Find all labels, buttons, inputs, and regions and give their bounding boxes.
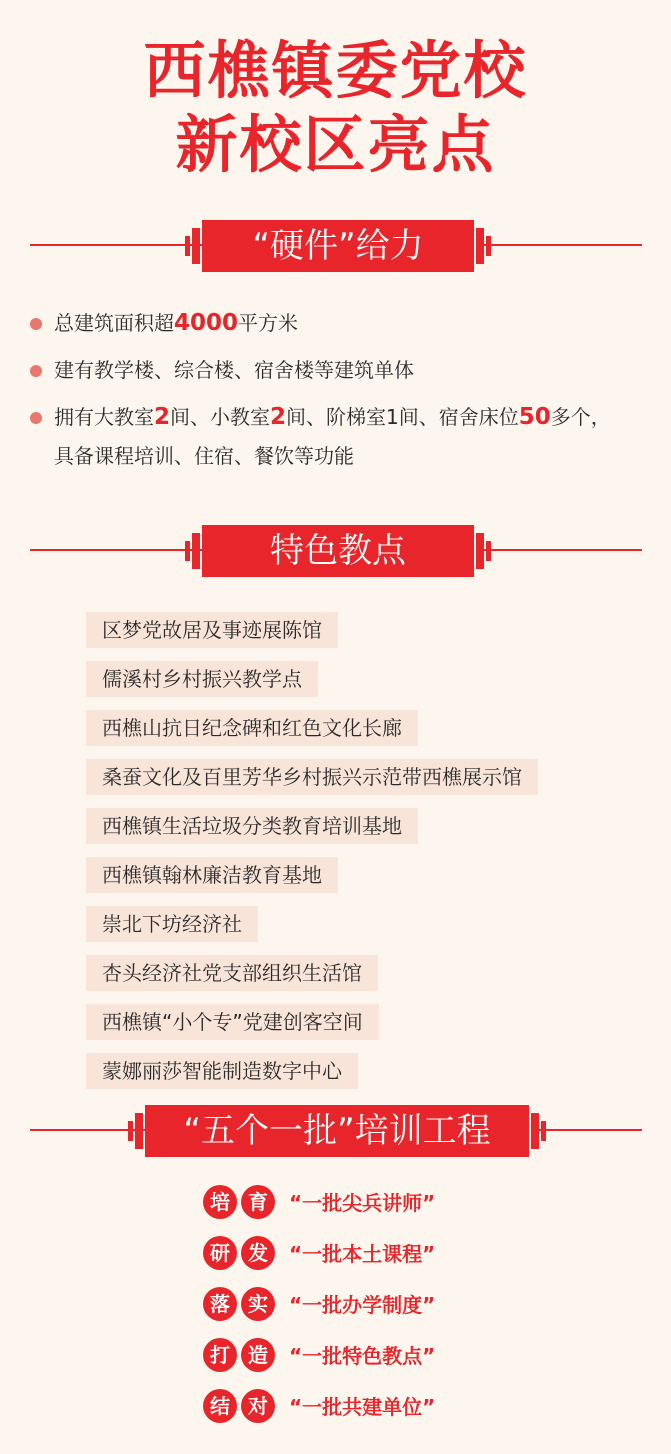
section-heading: 特色教点: [270, 531, 406, 571]
section-heading: “硬件”给力: [252, 226, 424, 266]
hardware-list: [30, 304, 670, 476]
project-text: “一批特色教点”: [289, 1344, 436, 1368]
highlight-number: 4000: [174, 310, 239, 336]
page-title-line1: 西樵镇委党校: [143, 34, 528, 107]
project-text: “一批办学制度”: [289, 1293, 436, 1317]
highlight-number: 2: [154, 404, 171, 430]
list-item: [30, 351, 670, 390]
project-row: [203, 1233, 435, 1272]
item-text: 间、阶梯室1间、宿舍床位: [286, 405, 519, 429]
seal-character: 育: [241, 1185, 275, 1219]
section-header-teaching-points: [0, 521, 671, 581]
teaching-point-tag: 桑蚕文化及百里芳华乡村振兴示范带西樵展示馆: [86, 759, 538, 795]
divider-right: [476, 244, 642, 246]
seal-character: 培: [203, 1185, 237, 1219]
divider-right: [531, 1129, 642, 1131]
item-text: 拥有大教室: [54, 405, 154, 429]
training-projects-list: [203, 1182, 435, 1437]
section-banner: [202, 220, 474, 272]
teaching-point-tag: 杏头经济社党支部组织生活馆: [86, 955, 378, 991]
item-text: 总建筑面积超: [54, 311, 174, 335]
teaching-point-tag: 西樵镇“小个专”党建创客空间: [86, 1004, 379, 1040]
section-header-hardware: [0, 216, 671, 276]
teaching-point-tag: 儒溪村乡村振兴教学点: [86, 661, 318, 697]
seal-character: 打: [203, 1338, 237, 1372]
seal-character: 造: [241, 1338, 275, 1372]
project-row: [203, 1335, 435, 1374]
teaching-point-tag: 蒙娜丽莎智能制造数字中心: [86, 1053, 358, 1089]
divider-left: [30, 244, 202, 246]
teaching-point-tag: 区梦党故居及事迹展陈馆: [86, 612, 338, 648]
bullet-dot-icon: [30, 365, 42, 377]
project-text: “一批尖兵讲师”: [289, 1191, 436, 1215]
project-row: [203, 1284, 435, 1323]
project-text: “一批共建单位”: [289, 1395, 436, 1419]
item-text: 建有教学楼、综合楼、宿舍楼等建筑单体: [54, 358, 414, 382]
item-text: 具备课程培训、住宿、餐饮等功能: [54, 444, 354, 468]
seal-character: 结: [203, 1389, 237, 1423]
teaching-points-list: [86, 612, 538, 1102]
project-text: “一批本土课程”: [289, 1242, 436, 1266]
highlight-number: 50: [518, 404, 551, 430]
seal-character: 发: [241, 1236, 275, 1270]
divider-right: [476, 549, 642, 551]
teaching-point-tag: 西樵镇翰林廉洁教育基地: [86, 857, 338, 893]
teaching-point-tag: 西樵镇生活垃圾分类教育培训基地: [86, 808, 418, 844]
section-banner: [202, 525, 474, 577]
highlight-number: 2: [270, 404, 287, 430]
bullet-dot-icon: [30, 412, 42, 424]
seal-character: 落: [203, 1287, 237, 1321]
list-item: [30, 398, 670, 476]
seal-character: 对: [241, 1389, 275, 1423]
section-heading: “五个一批”培训工程: [183, 1111, 491, 1151]
bullet-dot-icon: [30, 318, 42, 330]
item-text: 多个，: [550, 405, 611, 429]
section-banner: [145, 1105, 529, 1157]
section-header-training-project: [0, 1101, 671, 1161]
project-row: [203, 1386, 435, 1425]
item-text: 间、小教室: [170, 405, 271, 429]
page-title-line2: 新校区亮点: [175, 108, 496, 181]
teaching-point-tag: 崇北下坊经济社: [86, 906, 258, 942]
teaching-point-tag: 西樵山抗日纪念碑和红色文化长廊: [86, 710, 418, 746]
project-row: [203, 1182, 435, 1221]
item-text: 平方米: [238, 311, 299, 335]
seal-character: 研: [203, 1236, 237, 1270]
seal-character: 实: [241, 1287, 275, 1321]
list-item: [30, 304, 670, 343]
divider-left: [30, 549, 202, 551]
